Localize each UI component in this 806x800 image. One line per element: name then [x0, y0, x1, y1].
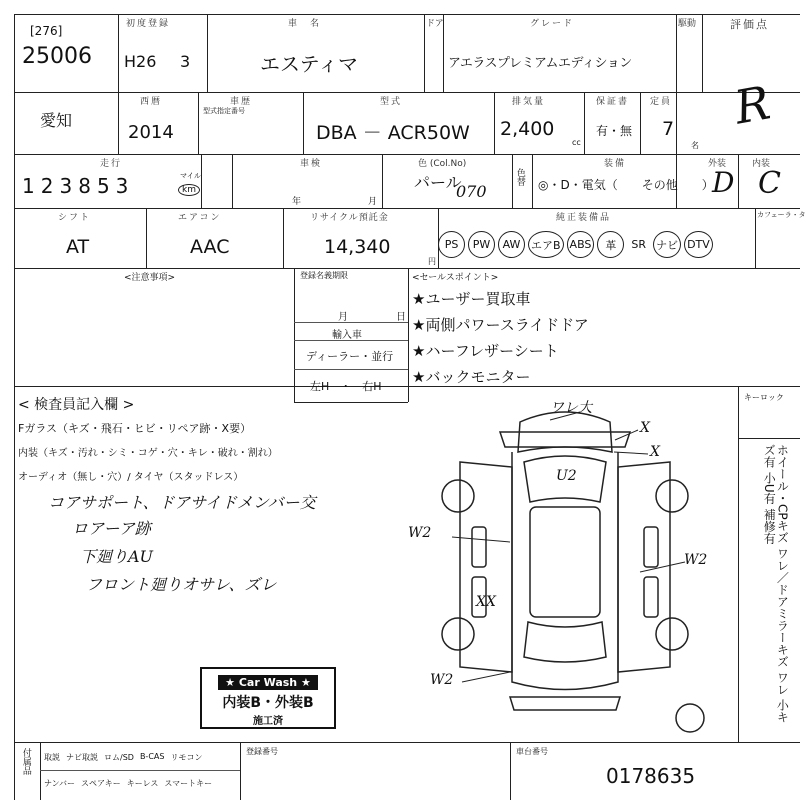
chassis-number-label: 車台番号 — [516, 747, 548, 756]
damage-mark: XX — [476, 594, 496, 610]
grid-line — [146, 208, 147, 268]
mileage-digit: 3 — [59, 174, 73, 198]
mileage-unit: km — [178, 184, 200, 196]
grid-line — [201, 154, 202, 208]
grid-line — [14, 742, 800, 743]
color-code: 070 — [456, 182, 487, 201]
accessory-item: ナンバー — [44, 779, 76, 788]
accessory-item: スマートキー — [164, 779, 213, 788]
registration-era-year: H26 — [124, 52, 157, 71]
warranty-label: 保証書 — [596, 97, 630, 107]
grade-value: アエラスプレミアムエディション — [448, 56, 632, 71]
mileage-digit: 8 — [78, 174, 91, 198]
interior-label: 内装 — [752, 159, 771, 169]
grid-line — [118, 14, 119, 154]
type-label: 型式 — [380, 97, 403, 107]
displacement-label: 排気量 — [512, 97, 546, 107]
grid-line — [198, 92, 199, 154]
features: ◎・D・電気（ その他 ） — [538, 178, 714, 192]
grid-line — [294, 268, 295, 402]
steering-side: 左H ・ 右H — [310, 380, 382, 393]
sales-points — [412, 286, 589, 390]
warranty: 有・無 — [596, 124, 633, 138]
grid-line — [14, 208, 800, 209]
mileage-digit: 5 — [96, 174, 110, 198]
sales-point: ★両側パワースライドドア — [412, 316, 589, 334]
damage-mark: W2 — [408, 525, 432, 541]
grid-line — [14, 154, 800, 155]
mileage-label: 走行 — [100, 159, 123, 169]
cc-unit: cc — [572, 138, 581, 147]
region: 愛知 — [40, 111, 73, 130]
car-wash-done: 施工済 — [253, 716, 283, 727]
grid-line — [14, 386, 800, 387]
equipment-item: PS — [438, 231, 465, 258]
car-wash-grades: 内装B・外装B — [222, 695, 314, 711]
grid-line — [382, 154, 383, 208]
import-label: 輸入車 — [332, 330, 362, 341]
grid-line — [240, 742, 241, 800]
accessory-item: 取説 — [44, 753, 60, 762]
first-registration-label: 初度登録 — [126, 19, 171, 29]
mileage-digits — [22, 174, 128, 198]
handwritten-note: 下廻りAU — [80, 547, 154, 566]
model-label: 車 名 — [288, 19, 322, 29]
equipment-item: 革 — [597, 231, 624, 258]
mileage-digit: 1 — [22, 174, 35, 198]
audio-tire-condition: オーディオ（無し・穴）/ タイヤ（スタッドレス） — [18, 472, 244, 483]
doors-label: ドア — [426, 19, 444, 29]
equipment-item: エアB — [528, 231, 564, 258]
inspector-title: < 検査員記入欄 > — [18, 397, 135, 413]
accessory-item: B-CAS — [139, 752, 165, 761]
equipment-item: SR — [631, 238, 647, 251]
displacement: 2,400 — [500, 118, 555, 140]
grid-line — [510, 742, 511, 800]
model-name: エスティマ — [260, 52, 358, 76]
caution-label: <注意事項> — [124, 273, 176, 283]
seats: 7 — [662, 118, 675, 140]
damage-mark: U2 — [556, 468, 577, 484]
grid-line — [14, 268, 800, 269]
registration-month: 3 — [180, 52, 191, 71]
grid-line — [408, 268, 409, 402]
handwritten-note: ロアーア跡 — [72, 519, 151, 538]
grid-line — [512, 154, 513, 208]
lane-number: [276] — [30, 24, 63, 38]
grid-line — [294, 402, 408, 403]
drive-label: 駆動 — [678, 19, 697, 29]
damage-label-top: ワレ大 — [550, 400, 592, 416]
dealer-parallel: ディーラー・並行 — [306, 350, 394, 363]
equipment-item: DTV — [684, 231, 713, 258]
exterior-grade: D — [712, 166, 735, 199]
inspection-label: 車検 — [300, 159, 323, 169]
grid-line — [532, 154, 533, 208]
seats-unit: 名 — [691, 141, 699, 150]
grid-line — [494, 92, 495, 154]
grid-line — [584, 92, 585, 154]
grid-line — [14, 14, 15, 800]
handwritten-note: コアサポート、ドアサイドメンバー交 — [48, 493, 316, 512]
interior-grade: C — [758, 166, 781, 201]
ac: AAC — [190, 236, 230, 258]
lot-number: 25006 — [22, 44, 92, 69]
wheel-mirror-notes: ホイール・CPキズ ワレ／ドアミラーキズ ワレ 小キズ有 小U有 補修有 — [762, 444, 790, 724]
type-designation-label: 型式指定番号 — [203, 107, 245, 115]
grid-line — [40, 770, 240, 771]
damage-mark: W2 — [430, 672, 454, 688]
sales-point: ★ハーフレザーシート — [412, 342, 559, 360]
western-year: 2014 — [128, 122, 174, 143]
color-label: 色 (Col.No) — [418, 159, 467, 169]
accessories-label: 付属品 — [20, 748, 31, 775]
exterior-label: 外装 — [708, 159, 727, 169]
accessory-item: ナビ取説 — [66, 753, 98, 762]
grid-line — [738, 438, 800, 439]
registration-deadline-label: 登録名義期限 — [300, 271, 348, 280]
accessory-item: リモコン — [170, 753, 203, 762]
grid-line — [207, 14, 208, 92]
grid-line — [283, 208, 284, 268]
model-code: DBA － ACR50W — [316, 122, 470, 144]
equipment-item: ABS — [567, 231, 595, 258]
equipment-item: AW — [498, 231, 525, 258]
inspection-year-unit: 年 — [292, 197, 302, 207]
grid-line — [755, 208, 756, 268]
features-label: 装備 — [604, 159, 627, 169]
accessory-item: スペアキー — [81, 779, 121, 788]
equipment-list — [438, 231, 713, 258]
grid-line — [424, 14, 425, 92]
car-wash-title: ★ Car Wash ★ — [218, 675, 318, 690]
ac-label: エアコン — [178, 213, 222, 223]
grid-line — [40, 742, 41, 800]
deadline-month: 月 — [338, 312, 348, 323]
handwritten-note: フロント廻りオサレ、ズレ — [86, 575, 277, 594]
score-label: 評価点 — [730, 18, 769, 31]
accessory-item: ロム/SD — [104, 753, 134, 762]
shift: AT — [66, 236, 90, 258]
yen-unit: 円 — [428, 257, 436, 266]
sales-point: ★バックモニター — [412, 368, 531, 386]
mileage-mile-label: マイル — [180, 172, 201, 180]
accessory-item: キーレス — [126, 779, 159, 788]
grid-line — [14, 14, 800, 15]
car-wash-stamp — [200, 667, 336, 729]
repaint-label: 色替 — [514, 168, 525, 186]
accessories-bottom — [44, 778, 212, 789]
equipment-item: ナビ — [653, 231, 681, 258]
accessories-top — [44, 752, 202, 763]
equipment-label: 純正装備品 — [556, 213, 612, 223]
grid-line — [303, 92, 304, 154]
chassis-number: 0178635 — [606, 764, 696, 788]
grid-line — [14, 92, 800, 93]
grid-line — [232, 154, 233, 208]
equipment-item: PW — [468, 231, 495, 258]
mileage-digit: 3 — [115, 174, 129, 198]
grid-line — [294, 369, 408, 370]
glass-condition: Fガラス（キズ・飛石・ヒビ・リペア跡・X要） — [18, 422, 252, 435]
key-lock-label: キーロック — [744, 393, 784, 402]
damage-mark: X — [650, 444, 660, 460]
inspection-month-unit: 月 — [368, 197, 378, 207]
seats-label: 定員 — [650, 97, 673, 107]
grid-line — [738, 154, 739, 208]
damage-mark: W2 — [684, 552, 708, 568]
score-value: R — [730, 75, 775, 135]
grade-label: グレード — [530, 19, 575, 29]
registration-number-label: 登録番号 — [246, 747, 278, 756]
deadline-day: 日 — [396, 312, 406, 323]
grid-line — [702, 14, 703, 92]
recycle-label: リサイクル預託金 — [310, 213, 389, 223]
history-label: 車歴 — [230, 97, 253, 107]
sales-points-label: <セールスポイント> — [412, 273, 499, 283]
shift-label: シフト — [58, 213, 92, 223]
interior-condition: 内装（キズ・汚れ・シミ・コゲ・穴・キレ・破れ・割れ） — [18, 448, 278, 459]
recycle-fee: 14,340 — [324, 236, 391, 258]
western-year-label: 西暦 — [140, 97, 163, 107]
mileage-digit: 2 — [40, 174, 54, 198]
grid-line — [294, 322, 408, 323]
grid-line — [738, 386, 739, 742]
damage-mark: X — [640, 420, 650, 436]
grid-line — [640, 92, 641, 154]
cooler-label: カフェーラ・タ — [757, 211, 806, 219]
car-diagram — [400, 392, 730, 737]
color: パール — [414, 173, 462, 192]
sales-point: ★ユーザー買取車 — [412, 290, 531, 308]
